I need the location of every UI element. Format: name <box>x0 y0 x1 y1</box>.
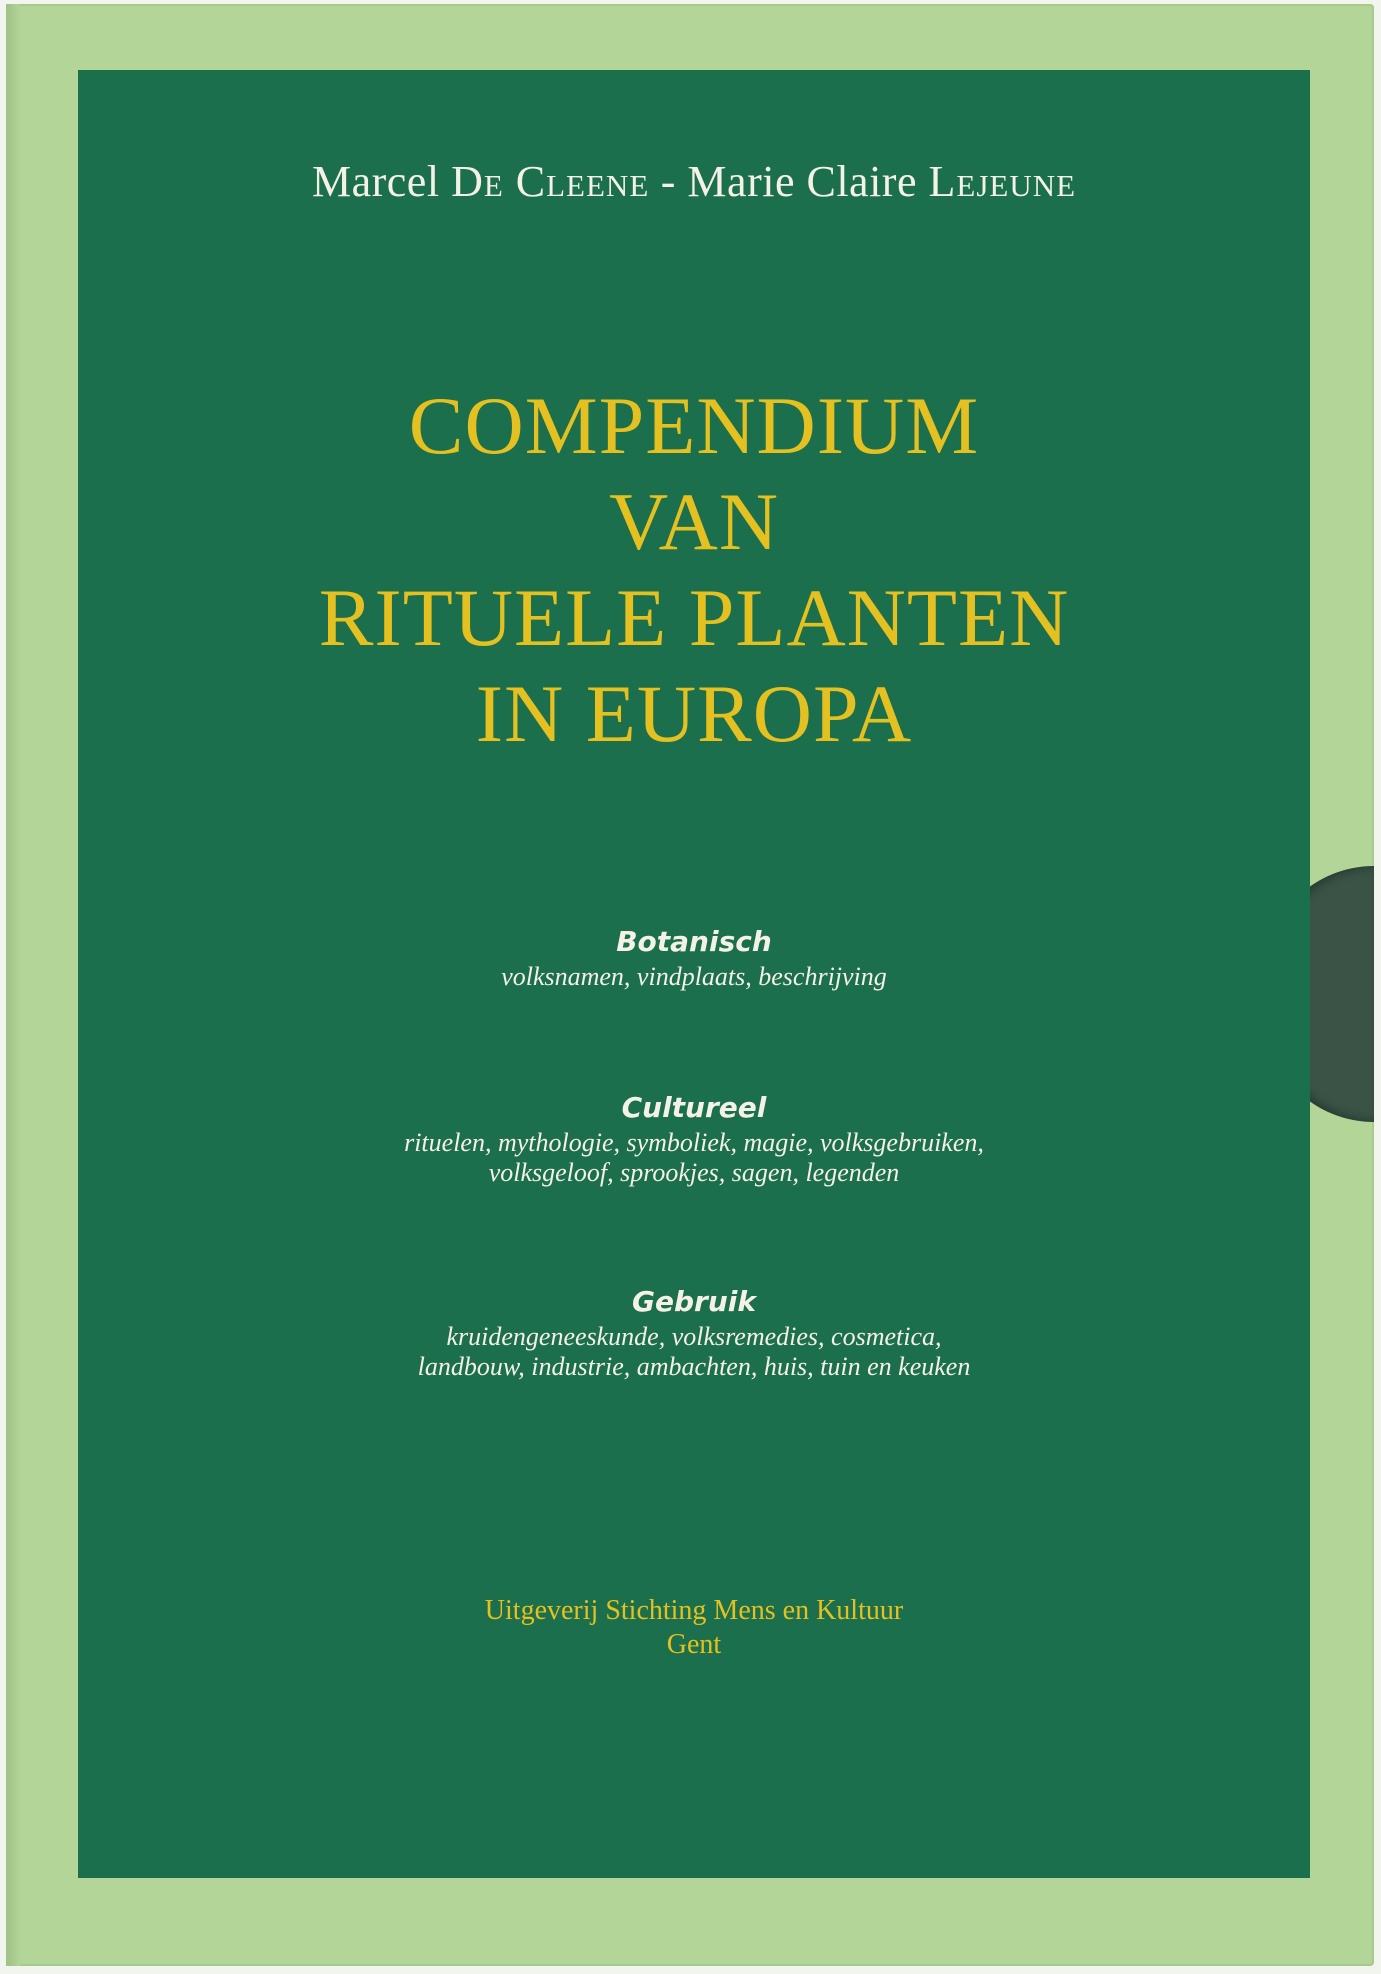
title-line: VAN <box>608 476 780 567</box>
author2-last: Lejeune <box>928 157 1077 206</box>
section-description: rituelen, mythologie, symboliek, magie, volksgebruiken, <box>404 1128 984 1157</box>
title-line: IN EUROPA <box>475 668 913 759</box>
title-line: COMPENDIUM <box>408 380 980 471</box>
publisher-city: Gent <box>666 1629 722 1660</box>
section-description: landbouw, industrie, ambachten, huis, tuin en keuken <box>417 1352 971 1381</box>
author2-first: Marie Claire <box>687 157 929 206</box>
section-description: volksgeloof, sprookjes, sagen, legenden <box>488 1158 900 1187</box>
section-gebruik <box>78 1282 1310 1382</box>
title-line: RITUELE PLANTEN <box>318 572 1070 663</box>
section-description: kruidengeneeskunde, volksremedies, cosmetica, <box>446 1322 942 1351</box>
section-description: volksnamen, vindplaats, beschrijving <box>501 962 887 991</box>
section-heading: Gebruik <box>632 1285 756 1318</box>
author-separator: - <box>649 157 688 206</box>
slipcase-edge <box>6 4 20 1966</box>
book-title <box>78 378 1310 762</box>
book-cover <box>78 70 1310 1878</box>
author1-first: Marcel <box>311 157 452 206</box>
section-heading: Botanisch <box>616 925 772 958</box>
author1-last: De Cleene <box>451 157 650 206</box>
section-cultureel <box>78 1088 1310 1188</box>
section-heading: Cultureel <box>621 1091 767 1124</box>
publisher-name: Uitgeverij Stichting Mens en Kultuur <box>484 1595 904 1626</box>
section-botanisch <box>78 922 1310 992</box>
publisher <box>78 1594 1310 1662</box>
author-line <box>78 156 1310 207</box>
